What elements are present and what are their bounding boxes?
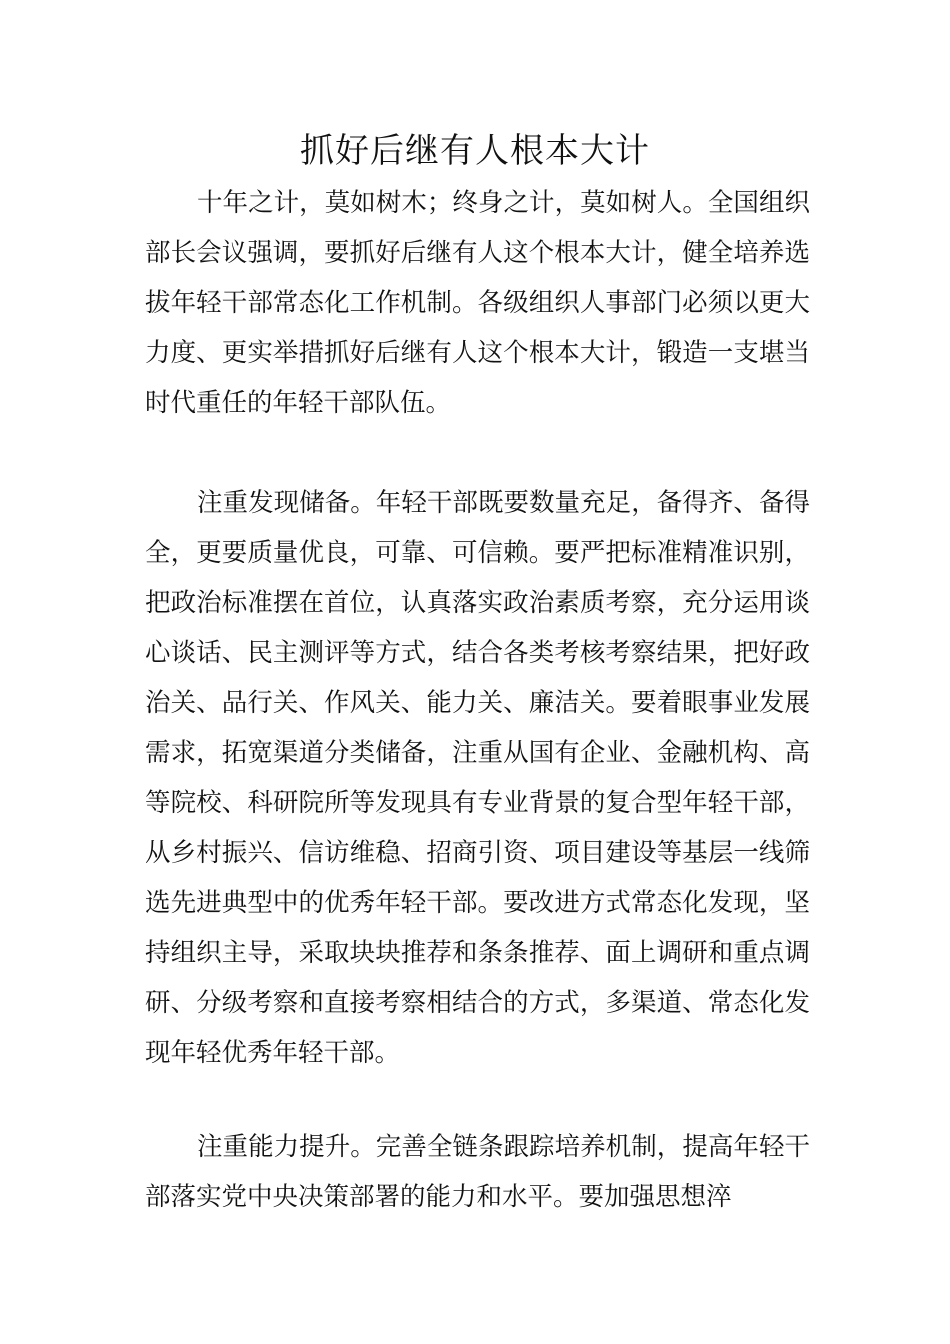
paragraph-text: 注重发现储备。年轻干部既要数量充足，备得齐、备得全，更要质量优良，可靠、可信赖。要严把标准精准识别，把政治标准摆在首位，认真落实政治素质考察，充分运用谈心谈话、民主测评等方式，结合各类考核考察结果，把好政治关、品行关、作风关、能力关、廉洁关。要着眼事业发展需求，拓宽渠道分类储备，注重从国有企业、金融机构、高等院校、科研院所等发现具有专业背景的复合型年轻干部，从乡村振兴、信访维稳、招商引资、项目建设等基层一线筛选先进典型中的优秀年轻干部。要改进方式常态化发现，坚持组织主导，采取块块推荐和条条推荐、面上调研和重点调研、分级考察和直接考察相结合的方式，多渠道、常态化发现年轻优秀年轻干部。 xyxy=(145,488,810,1068)
body-paragraph-1 xyxy=(145,178,810,428)
paragraph-text: 注重能力提升。完善全链条跟踪培养机制，提高年轻干部落实党中央决策部署的能力和水平。要加强思想淬 xyxy=(145,1132,810,1212)
document-title: 抓好后继有人根本大计 xyxy=(300,131,650,171)
body-paragraph-3 xyxy=(145,1122,810,1222)
body-paragraph-2 xyxy=(145,478,810,1078)
paragraph-text: 十年之计，莫如树木；终身之计，莫如树人。全国组织部长会议强调，要抓好后继有人这个根本大计，健全培养选拔年轻干部常态化工作机制。各级组织人事部门必须以更大力度、更实举措抓好后继有人这个根本大计，锻造一支堪当时代重任的年轻干部队伍。 xyxy=(145,188,810,418)
